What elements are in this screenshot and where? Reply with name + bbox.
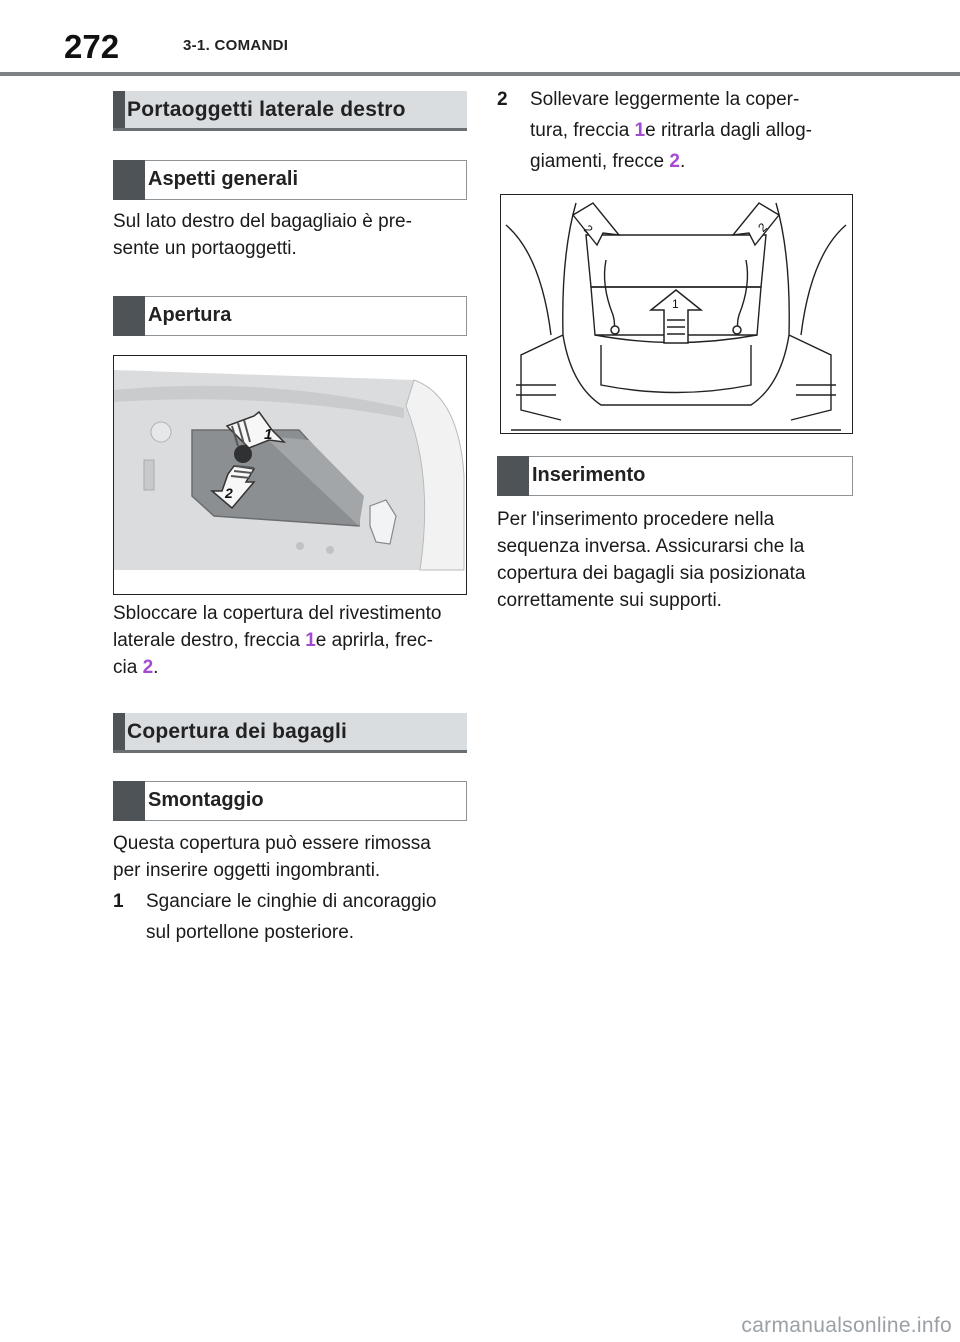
arrow-1-label: 1 — [264, 426, 273, 443]
page-number: 272 — [64, 28, 120, 65]
text-run: e aprirla, frec- — [315, 630, 433, 651]
heading-storage — [113, 91, 467, 131]
step-number: 1 — [113, 891, 124, 912]
heading-cover — [113, 713, 467, 753]
text-line: Sbloccare la copertura del rivestimento — [113, 603, 442, 624]
cargo-cover-illustration — [501, 195, 851, 432]
heading-text: Copertura dei bagagli — [127, 720, 348, 743]
watermark: carmanualsonline.info — [741, 1314, 952, 1337]
text-line: Sganciare le cinghie di ancoraggio — [146, 891, 437, 912]
text-run: giamenti, frecce — [530, 151, 670, 172]
arrow-2-left-label: 2 — [581, 222, 596, 237]
text-line: Per l'inserimento procedere nella — [497, 509, 775, 530]
text-run: e ritrarla dagli allog- — [645, 120, 812, 141]
header-divider — [0, 72, 960, 76]
subheading-bar — [113, 296, 145, 336]
text-run: . — [679, 151, 686, 172]
text-line: Sul lato destro del bagagliaio è pre- — [113, 211, 412, 232]
subheading-opening — [113, 296, 467, 336]
arrow-2-label: 2 — [225, 485, 233, 501]
side-storage-illustration — [114, 356, 465, 593]
figure-cargo-cover — [500, 194, 853, 434]
step-text — [146, 886, 436, 948]
subheading-bar — [113, 781, 145, 821]
subheading-general — [113, 160, 467, 200]
text-line: per inserire oggetti ingombranti. — [113, 860, 381, 881]
arrow-1-up-label: 1 — [672, 297, 679, 311]
text-line — [113, 627, 483, 654]
text-line: sente un portaoggetti. — [113, 238, 297, 259]
text-line: copertura dei bagagli sia posizionata — [497, 563, 806, 584]
general-paragraph — [113, 208, 473, 262]
page-header — [0, 0, 960, 76]
subheading-text: Smontaggio — [148, 789, 264, 811]
arrow-ref: 1 — [305, 630, 316, 651]
arrow-2-right-label: 2 — [755, 220, 770, 235]
arrow-ref: 1 — [634, 120, 646, 141]
insert-paragraph — [497, 506, 867, 614]
step-text — [530, 84, 812, 177]
subheading-bar — [113, 160, 145, 200]
section-title: 3-1. COMANDI — [183, 37, 289, 54]
heading-bar — [113, 713, 125, 750]
text-run: . — [153, 657, 159, 678]
subheading-text: Inserimento — [532, 464, 646, 486]
opening-caption — [113, 600, 483, 681]
text-run: tura, freccia — [530, 120, 635, 141]
step-1 — [113, 886, 483, 948]
arrow-ref: 2 — [142, 657, 154, 678]
subheading-removal — [113, 781, 467, 821]
text-line: sequenza inversa. Assicurarsi che la — [497, 536, 805, 557]
figure-side-storage — [113, 355, 467, 595]
text-line: Sollevare leggermente la coper- — [530, 89, 800, 110]
heading-bar — [113, 91, 125, 128]
step-number: 2 — [497, 89, 508, 110]
text-line — [530, 115, 812, 146]
text-line — [530, 146, 812, 177]
subheading-text: Apertura — [148, 304, 232, 326]
cover-paragraph — [113, 830, 473, 884]
arrow-ref: 2 — [669, 151, 680, 172]
text-line — [113, 654, 483, 681]
text-line: correttamente sui supporti. — [497, 590, 722, 611]
subheading-text: Aspetti generali — [148, 168, 299, 190]
text-run: laterale destro, freccia — [113, 630, 306, 651]
subheading-insert — [497, 456, 853, 496]
subheading-bar — [497, 456, 529, 496]
heading-text: Portaoggetti laterale destro — [127, 98, 406, 121]
text-line: Questa copertura può essere rimossa — [113, 833, 431, 854]
step-2 — [497, 84, 867, 177]
text-run: cia — [113, 657, 143, 678]
text-line: sul portellone posteriore. — [146, 922, 355, 943]
